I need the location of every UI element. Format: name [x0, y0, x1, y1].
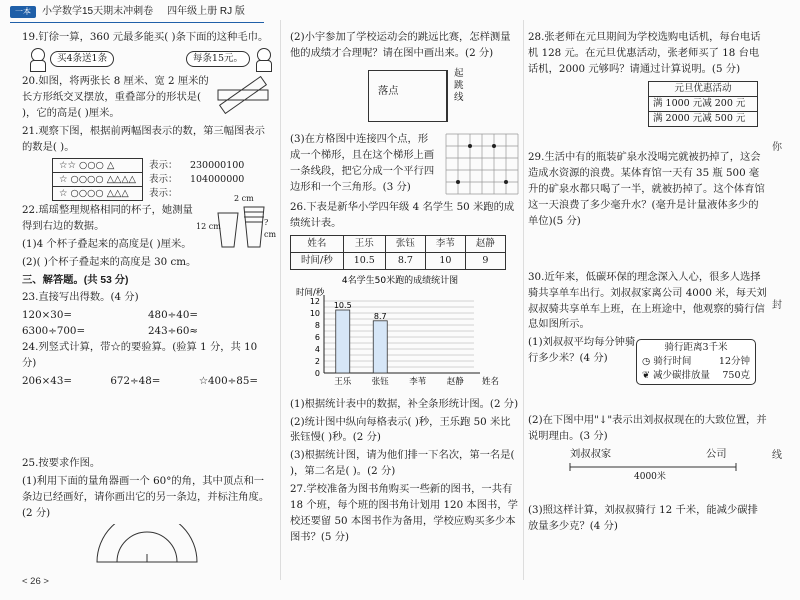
question-26: 26.下表是新华小学四年级 4 名学生 50 米跑的成绩统计表。: [290, 200, 515, 229]
calc-item: 206×43=: [22, 375, 73, 388]
ride-time-row: [642, 355, 750, 369]
protractor-figure: [92, 524, 202, 564]
symbol-cell: ☆ ○○○○ △△△△: [53, 172, 143, 186]
question-26-part-2: (2)统计图中纵向每格表示( )秒，王乐跑 50 米比张钰慢( )秒。(2 分): [290, 415, 511, 444]
question-30-part-2: (2)在下图中用"↓"表示出刘叔叔现在的大致位置，并说明理由。(3 分): [528, 414, 767, 443]
question-22-part-1: (1)4 个杯子叠起来的高度是( )厘米。: [22, 237, 192, 250]
ride-co2-label: 减少碳排放量: [652, 370, 710, 382]
ride-co2-row: [642, 369, 750, 383]
question-25: 25.按要求作图。: [22, 457, 101, 470]
row-value: 104000000: [189, 173, 245, 185]
table-row: [291, 252, 506, 269]
header-rule: [10, 22, 264, 23]
row-label-cell: 时间/秒: [291, 252, 344, 269]
page-header: [10, 3, 310, 21]
row-label: 表示：: [148, 187, 178, 199]
header-cell: 张钰: [385, 235, 425, 252]
question-25-part-3: (3)在方格图中连接四个点，形成一个梯形，且在这个梯形上画一条线段，把它分成一个平行四边形和一个三角形。(3 分): [290, 132, 435, 193]
symbol-cell: ☆☆ ○○○ △: [53, 158, 143, 172]
binding-mark: 线: [772, 450, 782, 461]
q19-left-bubble: 买4条送1条: [50, 51, 114, 67]
header-cell: 赵静: [465, 235, 505, 252]
question-26-part-1: (1)根据统计表中的数据，补全条形统计图。(2 分): [290, 397, 519, 410]
table-row: [53, 158, 251, 172]
route-line-figure: [528, 447, 768, 487]
crossed-rectangles-figure: [214, 76, 272, 116]
page-number: < 26 >: [22, 576, 49, 587]
long-jump-figure: [290, 64, 490, 128]
row-label: 表示：: [148, 173, 178, 185]
header-title: 小学数学15天期末冲刺卷: [42, 6, 154, 18]
ride-co2-value: 750克: [722, 370, 750, 382]
child-icon: [254, 48, 272, 70]
y-tick-label: 4: [314, 344, 320, 354]
question-19: 19.钉徐一算，360 元最多能买( )条下面的这种毛巾。: [22, 31, 269, 43]
promo-box: [648, 81, 758, 127]
dim-top-label: 2 cm: [234, 193, 254, 203]
calc-item: ☆400÷85=: [198, 375, 258, 388]
child-icon: [28, 48, 46, 70]
x-tick-label: 张钰: [371, 376, 389, 387]
question-28: 28.张老师在元旦期间为学校选购电话机，每台电话机 128 元。在元旦优惠活动，张老师买了 18 台电话机，2000 元够吗？请通过计算说明。(5 分): [528, 31, 761, 75]
question-22-part-2: (2)( )个杯子叠起来的高度是 30 cm。: [22, 255, 197, 268]
y-axis-label: 时间/秒: [296, 287, 325, 298]
q23-row: [22, 324, 272, 340]
table-header-row: [291, 235, 506, 252]
bar: [373, 320, 387, 372]
value-cell: 9: [465, 252, 505, 269]
question-21: 21.观察下图，根据前两幅图表示的数，第三幅图表示的数是( )。: [22, 124, 265, 153]
chart-title: 4名学生50米跑的成绩统计图: [341, 275, 459, 286]
dot-grid-figure: [444, 132, 520, 196]
column-divider: [280, 20, 281, 580]
cup-stack-figure: [196, 193, 277, 251]
q19-illustration: [28, 48, 272, 70]
promo-line: 满 2000 元减 500 元: [649, 111, 757, 126]
clock-icon: ◷: [642, 356, 654, 368]
symbol-cell: ☆ ○○○○ △△△: [53, 186, 143, 200]
question-25-part-2: (2)小宇参加了学校运动会的跳远比赛，怎样测量他的成绩才合理呢？请在图中画出来。(2 分): [290, 31, 511, 59]
q23-row: [22, 308, 272, 324]
row-value: 230000100: [189, 159, 245, 171]
header-cell: 王乐: [343, 235, 385, 252]
bar-value-label: 10.5: [333, 300, 352, 310]
row-label: 表示：: [148, 159, 178, 171]
calc-item: 480÷40=: [148, 309, 199, 322]
takeoff-line-label: 起跳线: [454, 67, 464, 103]
section-title: 三、解答题。(共 53 分): [22, 274, 129, 286]
calc-item: 243÷60≈: [148, 325, 199, 338]
calc-item: 672÷48=: [110, 375, 161, 388]
q21-symbol-table: [52, 158, 251, 201]
x-tick-label: 李苇: [409, 376, 427, 387]
dim-left-label: 12 cm: [196, 221, 221, 231]
question-27: 27.学校准备为图书角购买一些新的图书，一共有 18 个班，每个班的图书角计划用 120 本图书，学校还要留 50 本图书作为备用，学校应购买多少本图书？(5 分): [290, 483, 518, 544]
promo-title: 元旦优惠活动: [674, 82, 732, 94]
question-29: 29.生活中有的瓶装矿泉水没喝完就被扔掉了，这会造成水资源的浪费。某体育馆一天有 35 瓶 500 毫升的矿泉水都只喝了一半，就被扔掉了。这个体育馆这一天浪费了多少毫升水？(毫升是计量液体多少的单位)(5 分): [528, 150, 765, 227]
left-column: [22, 30, 277, 564]
company-label: 公司: [706, 448, 727, 461]
dim-right-label: ? cm: [264, 217, 277, 240]
question-24: 24.列竖式计算，带☆的要验算。(验算 1 分，共 10 分): [22, 341, 258, 370]
q24-row: [22, 374, 272, 390]
binding-mark: 你: [772, 142, 782, 153]
promo-line: 满 1000 元减 200 元: [649, 96, 757, 111]
y-tick-label: 6: [314, 332, 320, 342]
column-divider: [523, 20, 524, 580]
y-tick-label: 0: [314, 368, 320, 378]
bar: [336, 310, 350, 373]
brand-logo: 一本: [10, 6, 36, 18]
middle-column: [290, 30, 520, 548]
distance-label: 4000米: [634, 472, 666, 483]
q19-right-bubble: 每条15元。: [186, 51, 250, 67]
y-tick-label: 8: [314, 320, 320, 330]
landing-point-label: 落点: [378, 84, 399, 97]
run-time-table: [290, 235, 506, 270]
question-20: 20.如图，将两张长 8 厘米、宽 2 厘米的长方形纸交叉摆放，重叠部分的形状是( )，它的高是( )厘米。: [22, 74, 209, 119]
home-label: 刘叔叔家: [570, 448, 612, 461]
header-cell: 姓名: [291, 235, 344, 252]
leaf-icon: ❦: [642, 370, 653, 382]
y-tick-label: 12: [309, 296, 320, 306]
y-tick-label: 10: [309, 308, 320, 318]
header-grade: 四年级上册 RJ 版: [167, 6, 245, 18]
question-30-part-3: (3)照这样计算，刘叔叔骑行 12 千米，能减少碳排放量多少克？(4 分): [528, 504, 758, 533]
x-tick-label: 赵静: [446, 376, 464, 387]
question-30: 30.近年来，低碳环保的理念深入人心，很多人选择骑共享单车出行。刘叔叔家离公司 4000 米，每天刘叔叔骑共享单车上班，在上班途中，他观察的骑行信息如图所示。: [528, 270, 767, 331]
value-cell: 8.7: [385, 252, 425, 269]
ride-title: 骑行距离3千米: [664, 342, 728, 354]
ride-time-value: 12分钟: [718, 356, 750, 368]
question-30-part-1: (1)刘叔叔平均每分钟骑行多少米？(4 分): [528, 336, 636, 365]
run-time-bar-chart: [290, 273, 510, 391]
x-tick-label: 王乐: [334, 376, 352, 387]
value-cell: 10.5: [343, 252, 385, 269]
y-tick-label: 2: [314, 356, 320, 366]
ride-info-card: [636, 339, 756, 385]
question-22: 22.瑶瑶整理规格相同的杯子，她测量得到右边的数据。: [22, 203, 193, 232]
bar-value-label: 8.7: [373, 311, 387, 321]
table-row: [53, 172, 251, 186]
calc-item: 6300÷700=: [22, 325, 86, 338]
question-26-part-3: (3)根据统计图，请为他们排一下名次，第一名是( )，第二名是( )。(2 分): [290, 449, 515, 478]
question-25-part-1: (1)利用下面的量角器画一个 60°的角，其中顶点和一条边已经画好，请你画出它的另一条边，并标注角度。(2 分): [22, 475, 270, 520]
right-column: [528, 30, 768, 537]
value-cell: 10: [425, 252, 465, 269]
question-23: 23.直接写出得数。(4 分): [22, 291, 139, 304]
table-row: [53, 186, 251, 200]
header-cell: 李苇: [425, 235, 465, 252]
ride-time-label: 骑行时间: [653, 356, 692, 368]
x-axis-label: 姓名: [482, 376, 500, 387]
binding-mark: 封: [772, 300, 782, 311]
calc-item: 120×30=: [22, 309, 73, 322]
